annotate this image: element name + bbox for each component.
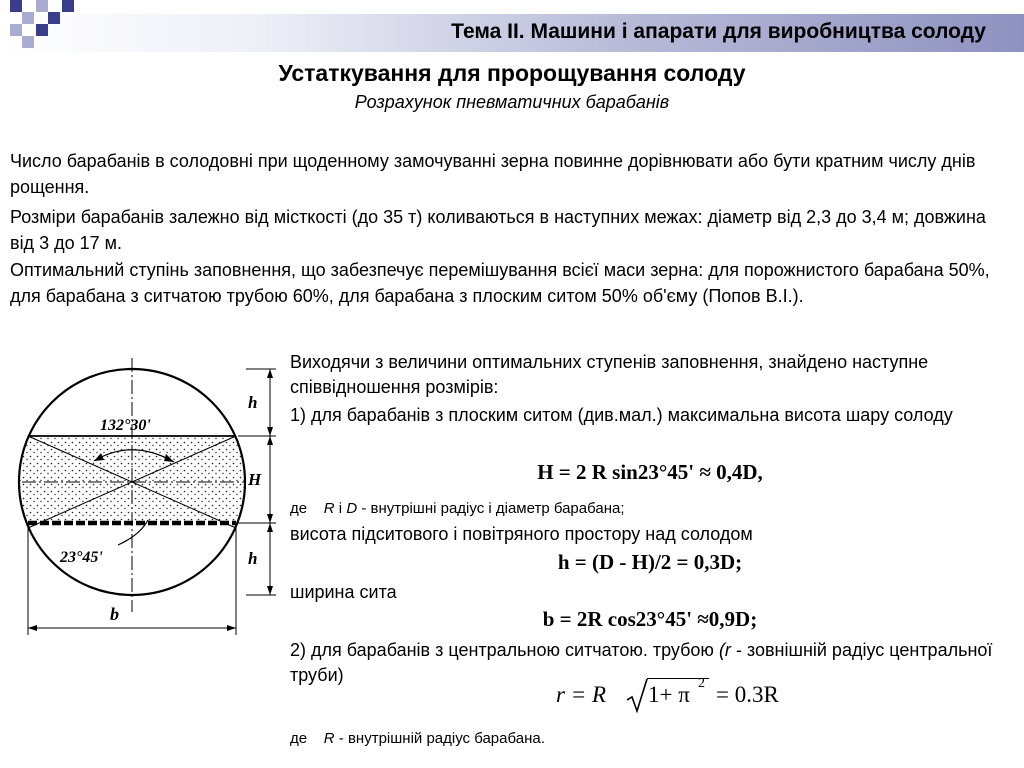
decor-square [48, 12, 60, 24]
formula-r: r = R 1+ π 2 = 0.3R [556, 676, 796, 716]
drum-diagram [8, 350, 288, 640]
page-title: Устаткування для пророщування солоду [278, 60, 746, 86]
intro-paragraph-3: Оптимальний ступінь заповнення, що забезпечує перемішування всієї маси зерна: для порожнистого барабана 50%, для барабана з ситчатою трубою 60%, для барабана з плоским ситом 50% об'єму (Попов В.І.). [10, 260, 990, 306]
note-1: де R і D - внутрішні радіус і діаметр барабана; [290, 500, 625, 517]
note-2: де R - внутрішній радіус барабана. [290, 730, 545, 747]
dim-label-H: H [248, 470, 262, 489]
formula-H: H = 2 R sin23°45' ≈ 0,4D, [537, 460, 763, 484]
intro-paragraph-1: Число барабанів в солодовні при щоденному замочуванні зерна повинне дорівнювати або бути кратним числу днів рощення. [10, 151, 976, 197]
right-paragraph-5: 2) для барабанів з центральною ситчатою. трубою (r - зовнішній радіус центральної труби) [290, 640, 993, 685]
right-paragraph-1: Виходячи з величини оптимальних ступенів заповнення, знайдено наступне співвідношення розмірів: [290, 352, 929, 397]
decor-square [10, 0, 22, 12]
dim-label-h-top: h [248, 393, 258, 412]
decor-square [36, 24, 48, 36]
decor-square [62, 0, 74, 12]
right-paragraph-2: 1) для барабанів з плоским ситом (див.мал.) максимальна висота шару солоду [290, 405, 953, 425]
page-subtitle: Розрахунок пневматичних барабанів [354, 92, 670, 112]
decor-square [22, 12, 34, 24]
angle-label-top: 132°30' [100, 417, 151, 434]
right-paragraph-4: ширина сита [290, 582, 397, 602]
formula-h: h = (D - H)/2 = 0,3D; [557, 550, 743, 574]
sqrt-sign [626, 678, 648, 714]
header-bar [0, 0, 1024, 52]
angle-label-bottom: 23°45' [60, 549, 103, 566]
dim-label-b: b [110, 604, 119, 624]
topic-title: Тема II. Машини і апарати для виробництва солоду [451, 20, 986, 43]
decor-square [10, 24, 22, 36]
formula-b: b = 2R cos23°45' ≈0,9D; [542, 607, 758, 631]
intro-paragraph-2: Розміри барабанів залежно від місткості (до 35 т) коливаються в наступних межах: діаметр від 2,3 до 3,4 м; довжина від 3 до 17 м. [10, 207, 986, 253]
right-paragraph-3: висота підситового і повітряного простору над солодом [290, 524, 753, 544]
decor-square [22, 36, 34, 48]
decor-square [36, 0, 48, 12]
dim-label-h-bottom: h [248, 549, 258, 568]
